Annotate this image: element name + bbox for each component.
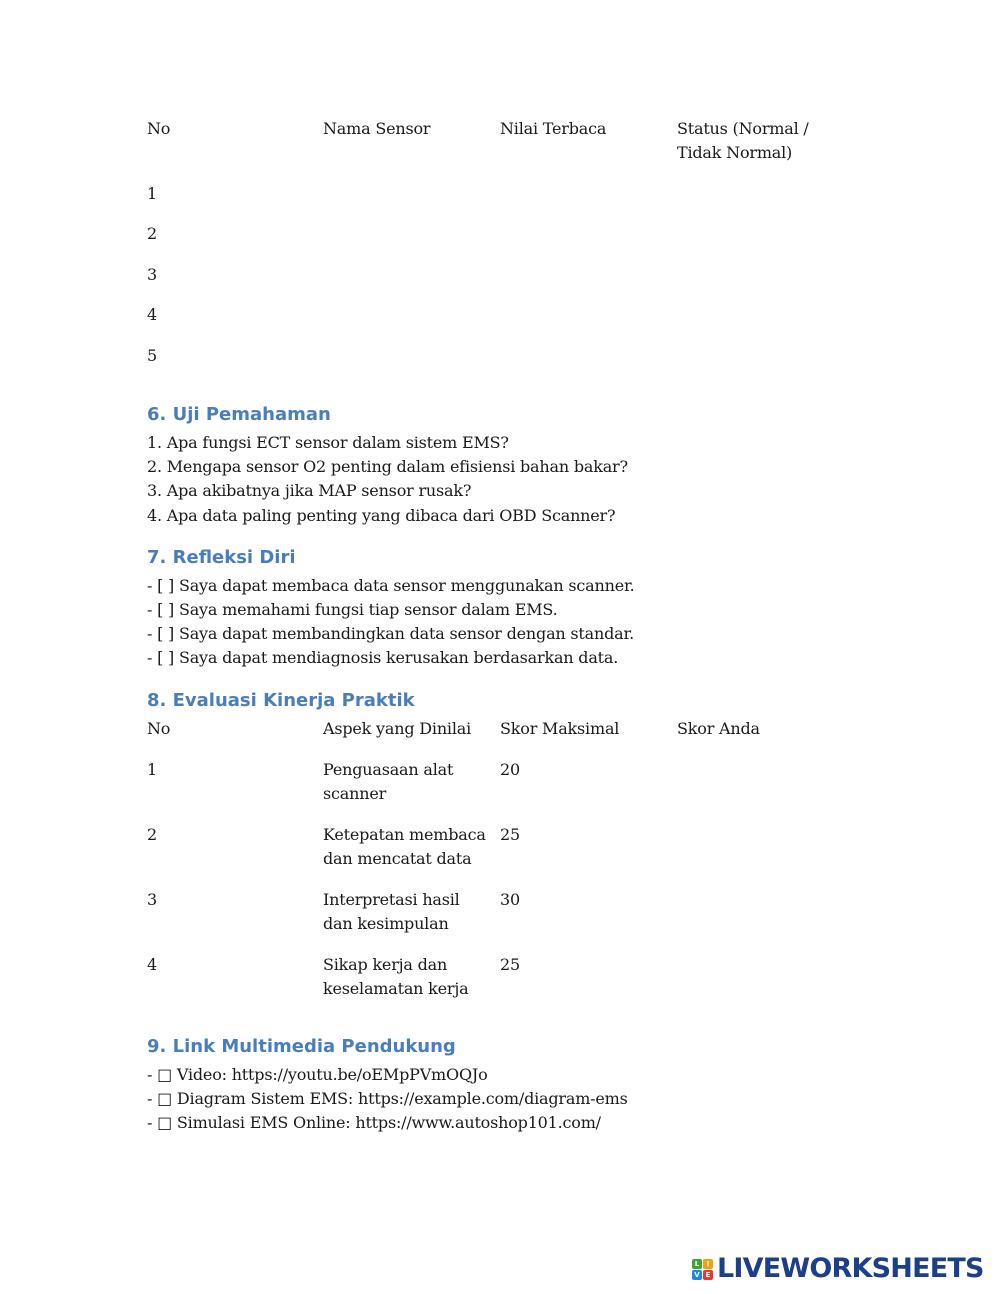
- eval-table-header-no: No: [147, 719, 171, 738]
- sensor-table-row-no: 2: [147, 224, 157, 243]
- question-item: 2. Mengapa sensor O2 penting dalam efisiensi bahan bakar?: [147, 457, 628, 476]
- liveworksheets-logo-text: LIVEWORKSHEETS: [717, 1253, 984, 1284]
- sensor-table-row-no: 3: [147, 265, 157, 284]
- liveworksheets-mark-icon: L I V E: [692, 1259, 713, 1280]
- eval-table-header-your-score: Skor Anda: [677, 719, 760, 738]
- sensor-table-header-no: No: [147, 119, 171, 138]
- section-6-title: 6. Uji Pemahaman: [147, 404, 331, 425]
- sensor-table-row-no: 1: [147, 184, 157, 203]
- section-8-title: 8. Evaluasi Kinerja Praktik: [147, 690, 415, 711]
- eval-row-max-score: 25: [500, 955, 520, 974]
- eval-row-no: 2: [147, 825, 157, 844]
- eval-row-aspect: Ketepatan membaca dan mencatat data: [323, 825, 486, 868]
- eval-row-no: 4: [147, 955, 157, 974]
- eval-row-max-score: 30: [500, 890, 520, 909]
- section-9-title: 9. Link Multimedia Pendukung: [147, 1036, 456, 1057]
- sensor-table-header-value: Nilai Terbaca: [500, 119, 607, 138]
- eval-row-no: 3: [147, 890, 157, 909]
- multimedia-link[interactable]: - □ Video: https://youtu.be/oEMpPVmOQJo: [147, 1065, 488, 1084]
- eval-row-aspect: Sikap kerja dan keselamatan kerja: [323, 955, 469, 998]
- reflection-checkbox-item[interactable]: - [ ] Saya memahami fungsi tiap sensor dalam EMS.: [147, 600, 558, 619]
- eval-row-max-score: 25: [500, 825, 520, 844]
- multimedia-link[interactable]: - □ Simulasi EMS Online: https://www.autoshop101.com/: [147, 1113, 601, 1132]
- multimedia-link[interactable]: - □ Diagram Sistem EMS: https://example.com/diagram-ems: [147, 1089, 628, 1108]
- reflection-checkbox-item[interactable]: - [ ] Saya dapat membandingkan data sensor dengan standar.: [147, 624, 635, 643]
- liveworksheets-logo[interactable]: [692, 1254, 984, 1284]
- eval-row-aspect: Interpretasi hasil dan kesimpulan: [323, 890, 460, 933]
- sensor-table-row-no: 4: [147, 305, 157, 324]
- eval-row-aspect: Penguasaan alat scanner: [323, 760, 454, 803]
- reflection-checkbox-item[interactable]: - [ ] Saya dapat membaca data sensor menggunakan scanner.: [147, 576, 635, 595]
- sensor-table-header-status: Status (Normal / Tidak Normal): [677, 119, 809, 162]
- sensor-table-row-no: 5: [147, 346, 157, 365]
- question-item: 1. Apa fungsi ECT sensor dalam sistem EMS?: [147, 433, 509, 452]
- eval-table-header-aspect: Aspek yang Dinilai: [323, 719, 472, 738]
- reflection-checkbox-item[interactable]: - [ ] Saya dapat mendiagnosis kerusakan berdasarkan data.: [147, 648, 619, 667]
- question-item: 4. Apa data paling penting yang dibaca dari OBD Scanner?: [147, 506, 616, 525]
- section-7-title: 7. Refleksi Diri: [147, 547, 296, 568]
- sensor-table-header-name: Nama Sensor: [323, 119, 431, 138]
- question-item: 3. Apa akibatnya jika MAP sensor rusak?: [147, 481, 472, 500]
- eval-table-header-max-score: Skor Maksimal: [500, 719, 620, 738]
- eval-row-max-score: 20: [500, 760, 520, 779]
- eval-row-no: 1: [147, 760, 157, 779]
